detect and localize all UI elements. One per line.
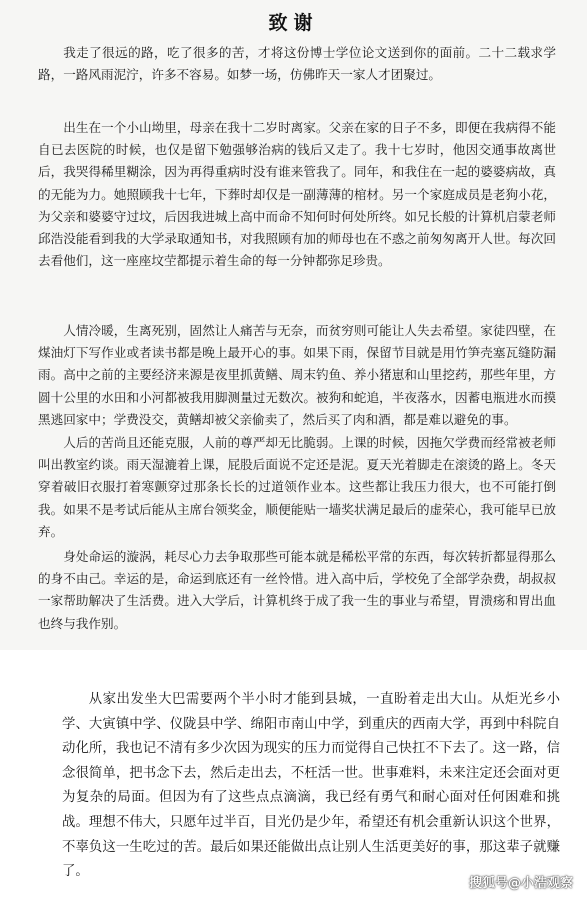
watermark: 搜狐号@小浩观察 (468, 876, 573, 891)
paragraph-poverty: 人情冷暖，生离死别，固然让人痛苦与无奈，而贫穷则可能让人失去希望。家徒四壁，在煤油灯下写作业或者读书都是晚上最开心的事。如果下雨，保留节目就是用竹笋壳塞瓦缝防漏雨。高中之前的主要经济来源是夜里抓黄鳝、周末钓鱼、养小猪崽和山里挖药，那些年里，方圆十公里的水田和小河都被我用脚测量过无数次。被狗和蛇追，半夜落水，因蓄电瓶进水而摸黑逃回家中；学费没交，黄鳝却被父亲偷卖了，然后买了肉和酒，都是难以避免的事。 (38, 323, 556, 427)
paragraph-intro: 我走了很远的路，吃了很多的苦，才将这份博士学位论文送到你的面前。二十二载求学路，一路风雨泥泞，许多不容易。如梦一场，仿佛昨天一家人才团聚过。 (38, 45, 556, 83)
paragraph-family: 出生在一个小山坳里，母亲在我十二岁时离家。父亲在家的日子不多，即便在我病得不能自已去医院的时候，也仅是留下勉强够治病的钱后又走了。我十七岁时，他因交通事故离世后，我哭得稀里糊涂，因为再得重病时没有谁来管我了。同年，和我住在一起的婆婆病故，真的无能为力。她照顾我十七年，下葬时却仅是一副薄薄的棺材。另一个家庭成员是老狗小花，为父亲和婆婆守过坟，后因我进城上高中而命不知何时何处所终。如兄长般的计算机启蒙老师邱浩没能看到我的大学录取通知书，对我照顾有加的师母也在不惑之前匆匆离开人世。每次回去看他们，这一座座坟茔都提示着生命的每一分钟都弥足珍贵。 (38, 120, 556, 269)
document-title: 致谢 (268, 12, 319, 34)
paragraph-fate: 身处命运的漩涡，耗尽心力去争取那些可能本就是稀松平常的东西，每次转折都显得那么的身不由己。幸运的是，命运到底还有一丝怜惜。进入高中后，学校免了全部学杂费，胡叔叔一家帮助解决了生活费。进入大学后，计算机终于成了我一生的事业与希望，胃溃疡和胃出血也终与我作别。 (38, 549, 556, 631)
paragraph-journey: 从家出发坐大巴需要两个半小时才能到县城，一直盼着走出大山。从炬光乡小学、大寅镇中学、仪陇县中学、绵阳市南山中学，到重庆的西南大学，再到中科院自动化所，我也记不清有多少次因为现实的压力而觉得自己快扛不下去了。这一路，信念很简单，把书念下去，然后走出去，不枉活一世。世事难料，未来注定还会面对更为复杂的局面。但因为有了这些点点滴滴，我已经有勇气和耐心面对任何困难和挑战。理想不伟大，只愿年过半百，目光仍是少年，希望还有机会重新认识这个世界，不辜负这一生吃过的苦。最后如果还能做出点让别人生活更美好的事，那这辈子就赚了。 (62, 692, 560, 880)
paragraph-dignity: 人后的苦尚且还能克服，人前的尊严却无比脆弱。上课的时候，因拖欠学费而经常被老师叫出教室约谈。雨天湿漉着上课，屁股后面说不定还是泥。夏天光着脚走在滚烫的路上。冬天穿着破旧衣服打着寒颤穿过那条长长的过道领作业本。这些都让我压力很大，也不可能打倒我。如果不是考试后能从主席台领奖金，顺便能贴一墙奖状满足最后的虚荣心，我可能早已放弃。 (38, 435, 556, 539)
